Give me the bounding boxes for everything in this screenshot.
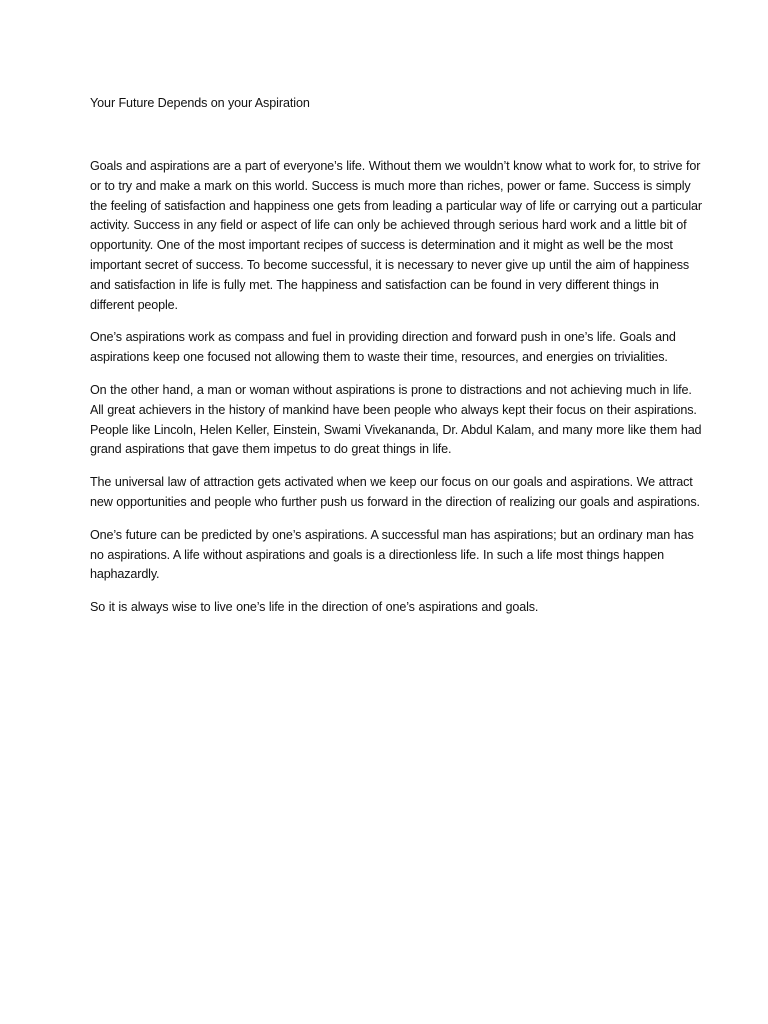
paragraph-2: One’s aspirations work as compass and fuel in providing direction and forward push in one’s life. Goals and aspirations keep one focused not allowing them to waste their time, resources, and energies on trivialities. <box>90 330 676 365</box>
document-title: Your Future Depends on your Aspiration <box>90 96 310 110</box>
document-body <box>90 93 702 631</box>
paragraph-1: Goals and aspirations are a part of everyone’s life. Without them we wouldn’t know what to work for, to strive for or to try and make a mark on this world. Success is much more than riches, power or fame. Success is simply the feeling of satisfaction and happiness one gets from leading a particular way of life or carrying out a particular activity. Success in any field or aspect of life can only be achieved through serious hard work and a little bit of opportunity. One of the most important recipes of success is determination and it might as well be the most important secret of success. To become successful, it is necessary to never give up until the aim of happiness and satisfaction in life is fully met. The happiness and satisfaction can be found in very different things in different people. <box>90 159 702 312</box>
paragraph-5: One’s future can be predicted by one’s aspirations. A successful man has aspirations; but an ordinary man has no aspirations. A life without aspirations and goals is a directionless life. In such a life most things happen haphazardly. <box>90 527 694 582</box>
paragraph-6: So it is always wise to live one’s life in the direction of one’s aspirations and goals. <box>90 600 539 615</box>
paragraph-4: The universal law of attraction gets activated when we keep our focus on our goals and aspirations. We attract new opportunities and people who further push us forward in the direction of realizing our goals and aspirations. <box>90 475 700 509</box>
paragraph-3: On the other hand, a man or woman without aspirations is prone to distractions and not achieving much in life. All great achievers in the history of mankind have been people who always kept their focus on their aspirations. People like Lincoln, Helen Keller, Einstein, Swami Vivekananda, Dr. Abdul Kalam, and many more like them had grand aspirations that gave them impetus to do great things in life. <box>90 382 702 457</box>
